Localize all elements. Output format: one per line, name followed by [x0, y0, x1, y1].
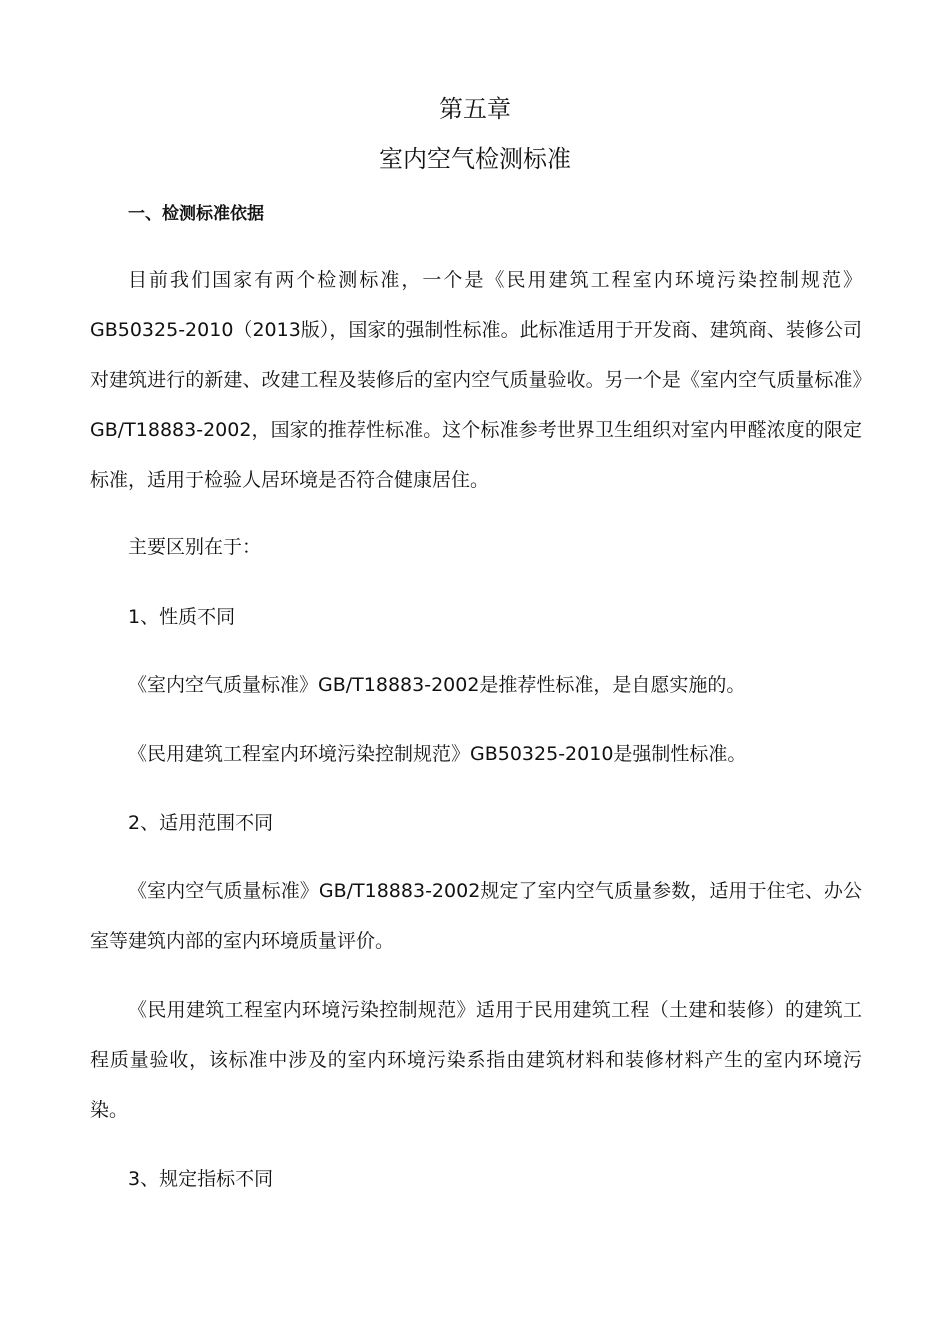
paragraph-intro: 目前我们国家有两个检测标准，一个是《民用建筑工程室内环境污染控制规范》GB50325-2010（2013版），国家的强制性标准。此标准适用于开发商、建筑商、装修公司对建筑进行的新建、改建工程及装修后的室内空气质量验收。另一个是《室内空气质量标准》GB/T18883-2002，国家的推荐性标准。这个标准参考世界卫生组织对室内甲醛浓度的限定标准，适用于检验人居环境是否符合健康居住。 [90, 269, 862, 491]
section-heading: 一、检测标准依据 [128, 204, 264, 224]
paragraph-gbt-recommended: 《室内空气质量标准》GB/T18883-2002是推荐性标准，是自愿实施的。 [128, 674, 746, 696]
paragraph-gb-scope: 《民用建筑工程室内环境污染控制规范》适用于民用建筑工程（土建和装修）的建筑工程质量验收，该标准中涉及的室内环境污染系指由建筑材料和装修材料产生的室内环境污染。 [90, 999, 862, 1121]
subheading-scope: 2、适用范围不同 [128, 812, 274, 834]
page-title: 室内空气检测标准 [379, 145, 571, 173]
paragraph-gbt-scope: 《室内空气质量标准》GB/T18883-2002规定了室内空气质量参数，适用于住宅、办公室等建筑内部的室内环境质量评价。 [90, 880, 862, 952]
subheading-indicators: 3、规定指标不同 [128, 1168, 274, 1190]
chapter-heading: 第五章 [439, 95, 511, 123]
paragraph-gb-mandatory: 《民用建筑工程室内环境污染控制规范》GB50325-2010是强制性标准。 [128, 743, 747, 765]
subheading-nature: 1、性质不同 [128, 606, 236, 628]
paragraph-main-differences: 主要区别在于： [128, 536, 262, 558]
